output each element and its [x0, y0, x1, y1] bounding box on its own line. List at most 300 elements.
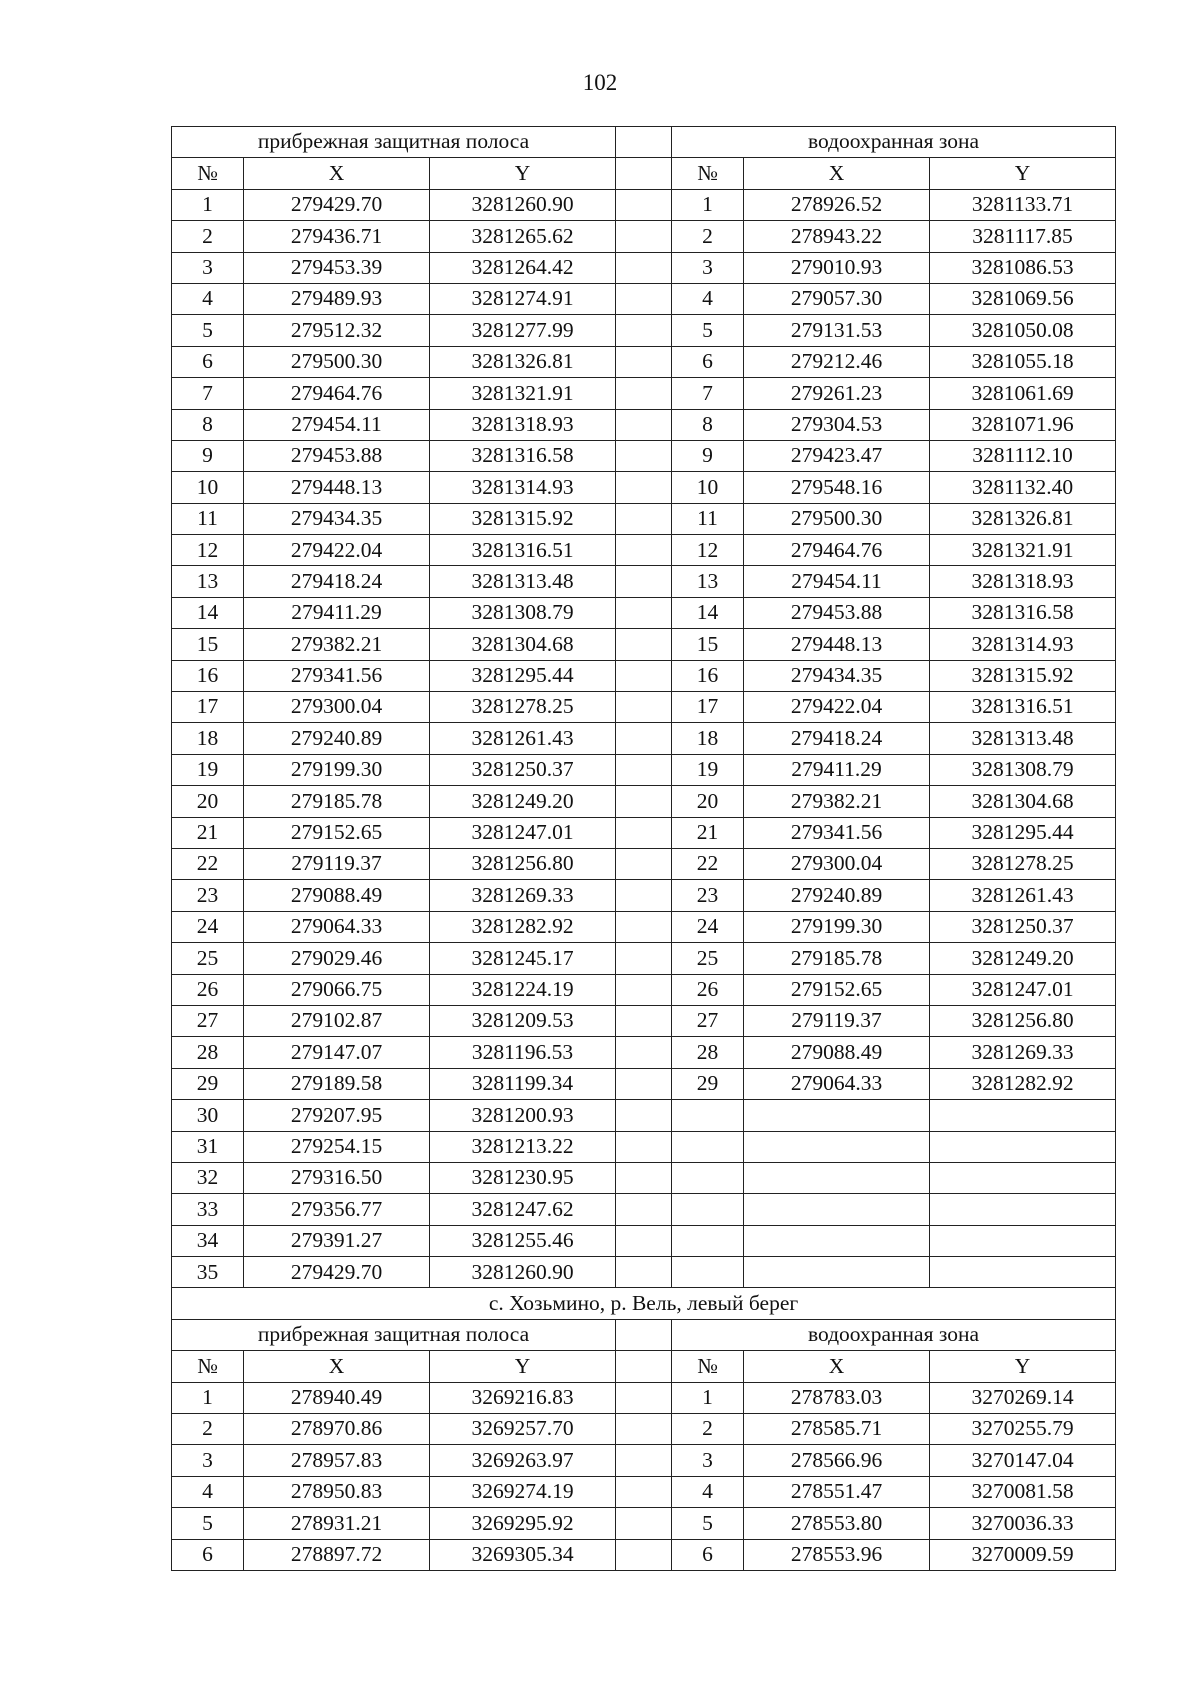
- table-row: [172, 472, 1116, 503]
- left-num-cell: 10: [172, 472, 244, 503]
- gap-cell: [616, 880, 672, 911]
- right-x-cell: [744, 1131, 930, 1162]
- right-y-cell: 3281314.93: [930, 629, 1116, 660]
- table-row: [172, 315, 1116, 346]
- left-y-cell: 3281249.20: [430, 786, 616, 817]
- right-y-cell: 3270147.04: [930, 1445, 1116, 1476]
- right-y-cell: 3281055.18: [930, 346, 1116, 377]
- right-x-cell: 278566.96: [744, 1445, 930, 1476]
- gap-cell: [616, 1225, 672, 1256]
- right-num-cell: 11: [672, 503, 744, 534]
- left-x-cell: 279453.88: [244, 440, 430, 471]
- right-y-cell: [930, 1257, 1116, 1288]
- right-y-cell: 3281315.92: [930, 660, 1116, 691]
- left-x-cell: 279152.65: [244, 817, 430, 848]
- left-x-cell: 279453.39: [244, 252, 430, 283]
- gap-cell: [616, 629, 672, 660]
- left-num-cell: 20: [172, 786, 244, 817]
- right-num-cell: 20: [672, 786, 744, 817]
- right-num-cell: 1: [672, 189, 744, 220]
- gap-cell: [616, 1508, 672, 1539]
- left-num-cell: 21: [172, 817, 244, 848]
- left-num-cell: 16: [172, 660, 244, 691]
- gap-cell: [616, 158, 672, 189]
- right-x-cell: 279088.49: [744, 1037, 930, 1068]
- left-num-cell: 15: [172, 629, 244, 660]
- right-y-cell: [930, 1194, 1116, 1225]
- right-y-cell: 3281321.91: [930, 535, 1116, 566]
- y-header: Y: [430, 1351, 616, 1382]
- right-y-cell: [930, 1162, 1116, 1193]
- left-num-cell: 5: [172, 315, 244, 346]
- right-y-cell: 3281269.33: [930, 1037, 1116, 1068]
- left-x-cell: 279064.33: [244, 911, 430, 942]
- right-x-cell: [744, 1257, 930, 1288]
- right-num-cell: 24: [672, 911, 744, 942]
- left-num-cell: 5: [172, 1508, 244, 1539]
- right-x-cell: 279448.13: [744, 629, 930, 660]
- right-y-cell: 3281069.56: [930, 283, 1116, 314]
- left-y-cell: 3281260.90: [430, 189, 616, 220]
- gap-cell: [616, 1539, 672, 1570]
- right-num-cell: 12: [672, 535, 744, 566]
- left-num-cell: 18: [172, 723, 244, 754]
- right-y-cell: 3270009.59: [930, 1539, 1116, 1570]
- left-y-cell: 3281313.48: [430, 566, 616, 597]
- left-x-cell: 279316.50: [244, 1162, 430, 1193]
- left-y-cell: 3281304.68: [430, 629, 616, 660]
- gap-cell: [616, 409, 672, 440]
- column-header-row: [172, 158, 1116, 189]
- gap-cell: [616, 315, 672, 346]
- left-x-cell: 279382.21: [244, 629, 430, 660]
- left-y-cell: 3281199.34: [430, 1068, 616, 1099]
- gap-cell: [616, 1476, 672, 1507]
- right-num-cell: 9: [672, 440, 744, 471]
- table-row: [172, 1100, 1116, 1131]
- x-header: X: [244, 1351, 430, 1382]
- left-x-cell: 278931.21: [244, 1508, 430, 1539]
- table-row: [172, 1131, 1116, 1162]
- right-y-cell: 3281250.37: [930, 911, 1116, 942]
- right-num-cell: 27: [672, 1005, 744, 1036]
- right-x-cell: 279422.04: [744, 692, 930, 723]
- left-y-cell: 3281265.62: [430, 221, 616, 252]
- right-num-cell: 3: [672, 252, 744, 283]
- right-y-cell: 3281295.44: [930, 817, 1116, 848]
- left-y-cell: 3281255.46: [430, 1225, 616, 1256]
- table-row: [172, 848, 1116, 879]
- left-x-cell: 279300.04: [244, 692, 430, 723]
- right-y-cell: 3281086.53: [930, 252, 1116, 283]
- gap-cell: [616, 440, 672, 471]
- right-num-cell: 19: [672, 754, 744, 785]
- left-y-cell: 3281250.37: [430, 754, 616, 785]
- left-num-cell: 2: [172, 1414, 244, 1445]
- table-row: [172, 221, 1116, 252]
- right-num-cell: [672, 1225, 744, 1256]
- right-num-cell: [672, 1100, 744, 1131]
- left-num-cell: 6: [172, 1539, 244, 1570]
- group-header-row: [172, 127, 1116, 158]
- right-x-cell: 278551.47: [744, 1476, 930, 1507]
- left-num-cell: 6: [172, 346, 244, 377]
- left-y-cell: 3281261.43: [430, 723, 616, 754]
- right-y-cell: 3281282.92: [930, 1068, 1116, 1099]
- left-y-cell: 3281264.42: [430, 252, 616, 283]
- right-num-cell: 28: [672, 1037, 744, 1068]
- gap-cell: [616, 503, 672, 534]
- right-y-cell: 3281326.81: [930, 503, 1116, 534]
- right-num-cell: 6: [672, 346, 744, 377]
- left-num-cell: 1: [172, 1382, 244, 1413]
- right-x-cell: 279464.76: [744, 535, 930, 566]
- right-y-cell: 3281313.48: [930, 723, 1116, 754]
- gap-cell: [616, 346, 672, 377]
- left-num-cell: 7: [172, 378, 244, 409]
- table-row: [172, 1225, 1116, 1256]
- left-x-cell: 278950.83: [244, 1476, 430, 1507]
- gap-cell: [616, 817, 672, 848]
- left-num-cell: 13: [172, 566, 244, 597]
- table-row: [172, 754, 1116, 785]
- table-row: [172, 189, 1116, 220]
- left-num-cell: 1: [172, 189, 244, 220]
- right-x-cell: 279131.53: [744, 315, 930, 346]
- page-number: 102: [582, 70, 618, 95]
- right-num-cell: [672, 1257, 744, 1288]
- right-x-cell: 279212.46: [744, 346, 930, 377]
- num-header: №: [172, 1351, 244, 1382]
- left-num-cell: 8: [172, 409, 244, 440]
- left-num-cell: 25: [172, 943, 244, 974]
- gap-cell: [616, 1319, 672, 1350]
- num-header: №: [172, 158, 244, 189]
- left-y-cell: 3281260.90: [430, 1257, 616, 1288]
- right-num-cell: 8: [672, 409, 744, 440]
- y-header: Y: [930, 158, 1116, 189]
- gap-cell: [616, 127, 672, 158]
- left-y-cell: 3281213.22: [430, 1131, 616, 1162]
- right-num-cell: 1: [672, 1382, 744, 1413]
- section-title: с. Хозьмино, р. Вель, левый берег: [172, 1288, 1116, 1319]
- right-y-cell: [930, 1131, 1116, 1162]
- table-row: [172, 880, 1116, 911]
- gap-cell: [616, 1037, 672, 1068]
- table-row: [172, 535, 1116, 566]
- right-num-cell: [672, 1131, 744, 1162]
- left-x-cell: 279448.13: [244, 472, 430, 503]
- gap-cell: [616, 1005, 672, 1036]
- left-y-cell: 3269274.19: [430, 1476, 616, 1507]
- right-x-cell: 279548.16: [744, 472, 930, 503]
- table-row: [172, 566, 1116, 597]
- left-x-cell: 279356.77: [244, 1194, 430, 1225]
- table-row: [172, 692, 1116, 723]
- table-row: [172, 378, 1116, 409]
- left-x-cell: 279422.04: [244, 535, 430, 566]
- left-num-cell: 4: [172, 283, 244, 314]
- left-num-cell: 11: [172, 503, 244, 534]
- right-num-cell: 14: [672, 597, 744, 628]
- left-x-cell: 278970.86: [244, 1414, 430, 1445]
- right-num-cell: 23: [672, 880, 744, 911]
- table-row: [172, 660, 1116, 691]
- right-x-cell: 279454.11: [744, 566, 930, 597]
- right-y-cell: 3281112.10: [930, 440, 1116, 471]
- left-y-cell: 3269305.34: [430, 1539, 616, 1570]
- right-x-cell: 278553.80: [744, 1508, 930, 1539]
- coordinates-table: [171, 126, 1116, 1571]
- gap-cell: [616, 1162, 672, 1193]
- left-y-cell: 3281318.93: [430, 409, 616, 440]
- table-row: [172, 1382, 1116, 1413]
- right-x-cell: 279500.30: [744, 503, 930, 534]
- gap-cell: [616, 597, 672, 628]
- right-x-cell: [744, 1100, 930, 1131]
- gap-cell: [616, 754, 672, 785]
- right-y-cell: 3281117.85: [930, 221, 1116, 252]
- right-y-cell: [930, 1100, 1116, 1131]
- left-num-cell: 27: [172, 1005, 244, 1036]
- gap-cell: [616, 1445, 672, 1476]
- right-y-cell: 3281132.40: [930, 472, 1116, 503]
- left-x-cell: 279066.75: [244, 974, 430, 1005]
- right-num-cell: 4: [672, 283, 744, 314]
- table-row: [172, 252, 1116, 283]
- right-x-cell: 279341.56: [744, 817, 930, 848]
- right-y-cell: 3281071.96: [930, 409, 1116, 440]
- right-num-cell: 15: [672, 629, 744, 660]
- left-x-cell: 279147.07: [244, 1037, 430, 1068]
- right-num-cell: 2: [672, 221, 744, 252]
- num-header: №: [672, 1351, 744, 1382]
- left-y-cell: 3281230.95: [430, 1162, 616, 1193]
- x-header: X: [244, 158, 430, 189]
- table-row: [172, 786, 1116, 817]
- left-y-cell: 3281247.62: [430, 1194, 616, 1225]
- gap-cell: [616, 189, 672, 220]
- y-header: Y: [930, 1351, 1116, 1382]
- left-num-cell: 12: [172, 535, 244, 566]
- gap-cell: [616, 1382, 672, 1413]
- right-num-cell: 7: [672, 378, 744, 409]
- gap-cell: [616, 911, 672, 942]
- table-row: [172, 1162, 1116, 1193]
- coastal-strip-header: прибрежная защитная полоса: [172, 127, 616, 158]
- table-row: [172, 597, 1116, 628]
- table-row: [172, 911, 1116, 942]
- left-num-cell: 35: [172, 1257, 244, 1288]
- left-y-cell: 3281315.92: [430, 503, 616, 534]
- right-num-cell: 18: [672, 723, 744, 754]
- left-y-cell: 3281308.79: [430, 597, 616, 628]
- left-num-cell: 22: [172, 848, 244, 879]
- gap-cell: [616, 1257, 672, 1288]
- table-row: [172, 1037, 1116, 1068]
- left-num-cell: 24: [172, 911, 244, 942]
- left-x-cell: 279512.32: [244, 315, 430, 346]
- right-y-cell: [930, 1225, 1116, 1256]
- left-x-cell: 278897.72: [244, 1539, 430, 1570]
- left-x-cell: 279489.93: [244, 283, 430, 314]
- left-y-cell: 3269263.97: [430, 1445, 616, 1476]
- left-y-cell: 3281256.80: [430, 848, 616, 879]
- left-y-cell: 3281200.93: [430, 1100, 616, 1131]
- right-num-cell: 13: [672, 566, 744, 597]
- left-y-cell: 3281224.19: [430, 974, 616, 1005]
- left-y-cell: 3281274.91: [430, 283, 616, 314]
- left-num-cell: 17: [172, 692, 244, 723]
- right-x-cell: 279304.53: [744, 409, 930, 440]
- group-header-row: [172, 1319, 1116, 1350]
- left-y-cell: 3281196.53: [430, 1037, 616, 1068]
- left-num-cell: 33: [172, 1194, 244, 1225]
- right-y-cell: 3281133.71: [930, 189, 1116, 220]
- left-num-cell: 2: [172, 221, 244, 252]
- right-y-cell: 3270255.79: [930, 1414, 1116, 1445]
- table-row: [172, 409, 1116, 440]
- left-y-cell: 3281247.01: [430, 817, 616, 848]
- column-header-row: [172, 1351, 1116, 1382]
- table-row: [172, 1476, 1116, 1507]
- right-num-cell: 16: [672, 660, 744, 691]
- right-x-cell: [744, 1194, 930, 1225]
- right-x-cell: [744, 1225, 930, 1256]
- right-x-cell: 279119.37: [744, 1005, 930, 1036]
- right-x-cell: 279057.30: [744, 283, 930, 314]
- right-x-cell: 278926.52: [744, 189, 930, 220]
- right-y-cell: 3281316.51: [930, 692, 1116, 723]
- x-header: X: [744, 158, 930, 189]
- right-x-cell: 279152.65: [744, 974, 930, 1005]
- left-num-cell: 32: [172, 1162, 244, 1193]
- right-y-cell: 3270081.58: [930, 1476, 1116, 1507]
- gap-cell: [616, 283, 672, 314]
- table-row: [172, 1005, 1116, 1036]
- left-num-cell: 29: [172, 1068, 244, 1099]
- num-header: №: [672, 158, 744, 189]
- right-num-cell: 2: [672, 1414, 744, 1445]
- table-row: [172, 974, 1116, 1005]
- left-x-cell: 279207.95: [244, 1100, 430, 1131]
- right-num-cell: 5: [672, 315, 744, 346]
- left-y-cell: 3281282.92: [430, 911, 616, 942]
- right-num-cell: 21: [672, 817, 744, 848]
- table-row: [172, 1445, 1116, 1476]
- right-num-cell: 26: [672, 974, 744, 1005]
- right-y-cell: 3281261.43: [930, 880, 1116, 911]
- gap-cell: [616, 786, 672, 817]
- right-num-cell: [672, 1194, 744, 1225]
- right-y-cell: 3281308.79: [930, 754, 1116, 785]
- left-num-cell: 14: [172, 597, 244, 628]
- left-num-cell: 9: [172, 440, 244, 471]
- right-num-cell: 3: [672, 1445, 744, 1476]
- right-x-cell: 278553.96: [744, 1539, 930, 1570]
- left-x-cell: 279185.78: [244, 786, 430, 817]
- right-y-cell: 3281278.25: [930, 848, 1116, 879]
- gap-cell: [616, 1068, 672, 1099]
- table-row: [172, 440, 1116, 471]
- left-x-cell: 279429.70: [244, 1257, 430, 1288]
- right-x-cell: 278943.22: [744, 221, 930, 252]
- water-zone-header: водоохранная зона: [672, 1319, 1116, 1350]
- right-num-cell: 4: [672, 1476, 744, 1507]
- left-x-cell: 279454.11: [244, 409, 430, 440]
- right-x-cell: 279423.47: [744, 440, 930, 471]
- left-num-cell: 31: [172, 1131, 244, 1162]
- left-x-cell: 279199.30: [244, 754, 430, 785]
- right-y-cell: 3281061.69: [930, 378, 1116, 409]
- right-y-cell: 3281318.93: [930, 566, 1116, 597]
- section-title-row: [172, 1288, 1116, 1319]
- right-num-cell: 22: [672, 848, 744, 879]
- right-num-cell: 5: [672, 1508, 744, 1539]
- gap-cell: [616, 378, 672, 409]
- table-row: [172, 1539, 1116, 1570]
- left-x-cell: 279102.87: [244, 1005, 430, 1036]
- left-y-cell: 3269216.83: [430, 1382, 616, 1413]
- gap-cell: [616, 1100, 672, 1131]
- table-row: [172, 346, 1116, 377]
- left-x-cell: 279418.24: [244, 566, 430, 597]
- table-row: [172, 1508, 1116, 1539]
- right-num-cell: 17: [672, 692, 744, 723]
- right-y-cell: 3281256.80: [930, 1005, 1116, 1036]
- left-x-cell: 278940.49: [244, 1382, 430, 1413]
- left-num-cell: 19: [172, 754, 244, 785]
- left-y-cell: 3281316.51: [430, 535, 616, 566]
- coastal-strip-header: прибрежная защитная полоса: [172, 1319, 616, 1350]
- right-x-cell: 279010.93: [744, 252, 930, 283]
- right-num-cell: 25: [672, 943, 744, 974]
- gap-cell: [616, 566, 672, 597]
- gap-cell: [616, 1414, 672, 1445]
- right-y-cell: 3270036.33: [930, 1508, 1116, 1539]
- left-x-cell: 279411.29: [244, 597, 430, 628]
- table-row: [172, 817, 1116, 848]
- left-x-cell: 279341.56: [244, 660, 430, 691]
- left-y-cell: 3281278.25: [430, 692, 616, 723]
- left-num-cell: 23: [172, 880, 244, 911]
- left-y-cell: 3281269.33: [430, 880, 616, 911]
- table-row: [172, 1068, 1116, 1099]
- x-header: X: [744, 1351, 930, 1382]
- left-x-cell: 279240.89: [244, 723, 430, 754]
- right-x-cell: 279064.33: [744, 1068, 930, 1099]
- right-x-cell: 279418.24: [744, 723, 930, 754]
- gap-cell: [616, 1351, 672, 1382]
- right-x-cell: 279434.35: [744, 660, 930, 691]
- left-y-cell: 3281245.17: [430, 943, 616, 974]
- table-row: [172, 283, 1116, 314]
- table-row: [172, 1194, 1116, 1225]
- right-y-cell: 3270269.14: [930, 1382, 1116, 1413]
- right-num-cell: 10: [672, 472, 744, 503]
- left-num-cell: 30: [172, 1100, 244, 1131]
- gap-cell: [616, 692, 672, 723]
- left-num-cell: 4: [172, 1476, 244, 1507]
- right-x-cell: 279300.04: [744, 848, 930, 879]
- gap-cell: [616, 252, 672, 283]
- left-num-cell: 28: [172, 1037, 244, 1068]
- left-num-cell: 34: [172, 1225, 244, 1256]
- table-row: [172, 503, 1116, 534]
- right-y-cell: 3281050.08: [930, 315, 1116, 346]
- left-y-cell: 3281326.81: [430, 346, 616, 377]
- y-header: Y: [430, 158, 616, 189]
